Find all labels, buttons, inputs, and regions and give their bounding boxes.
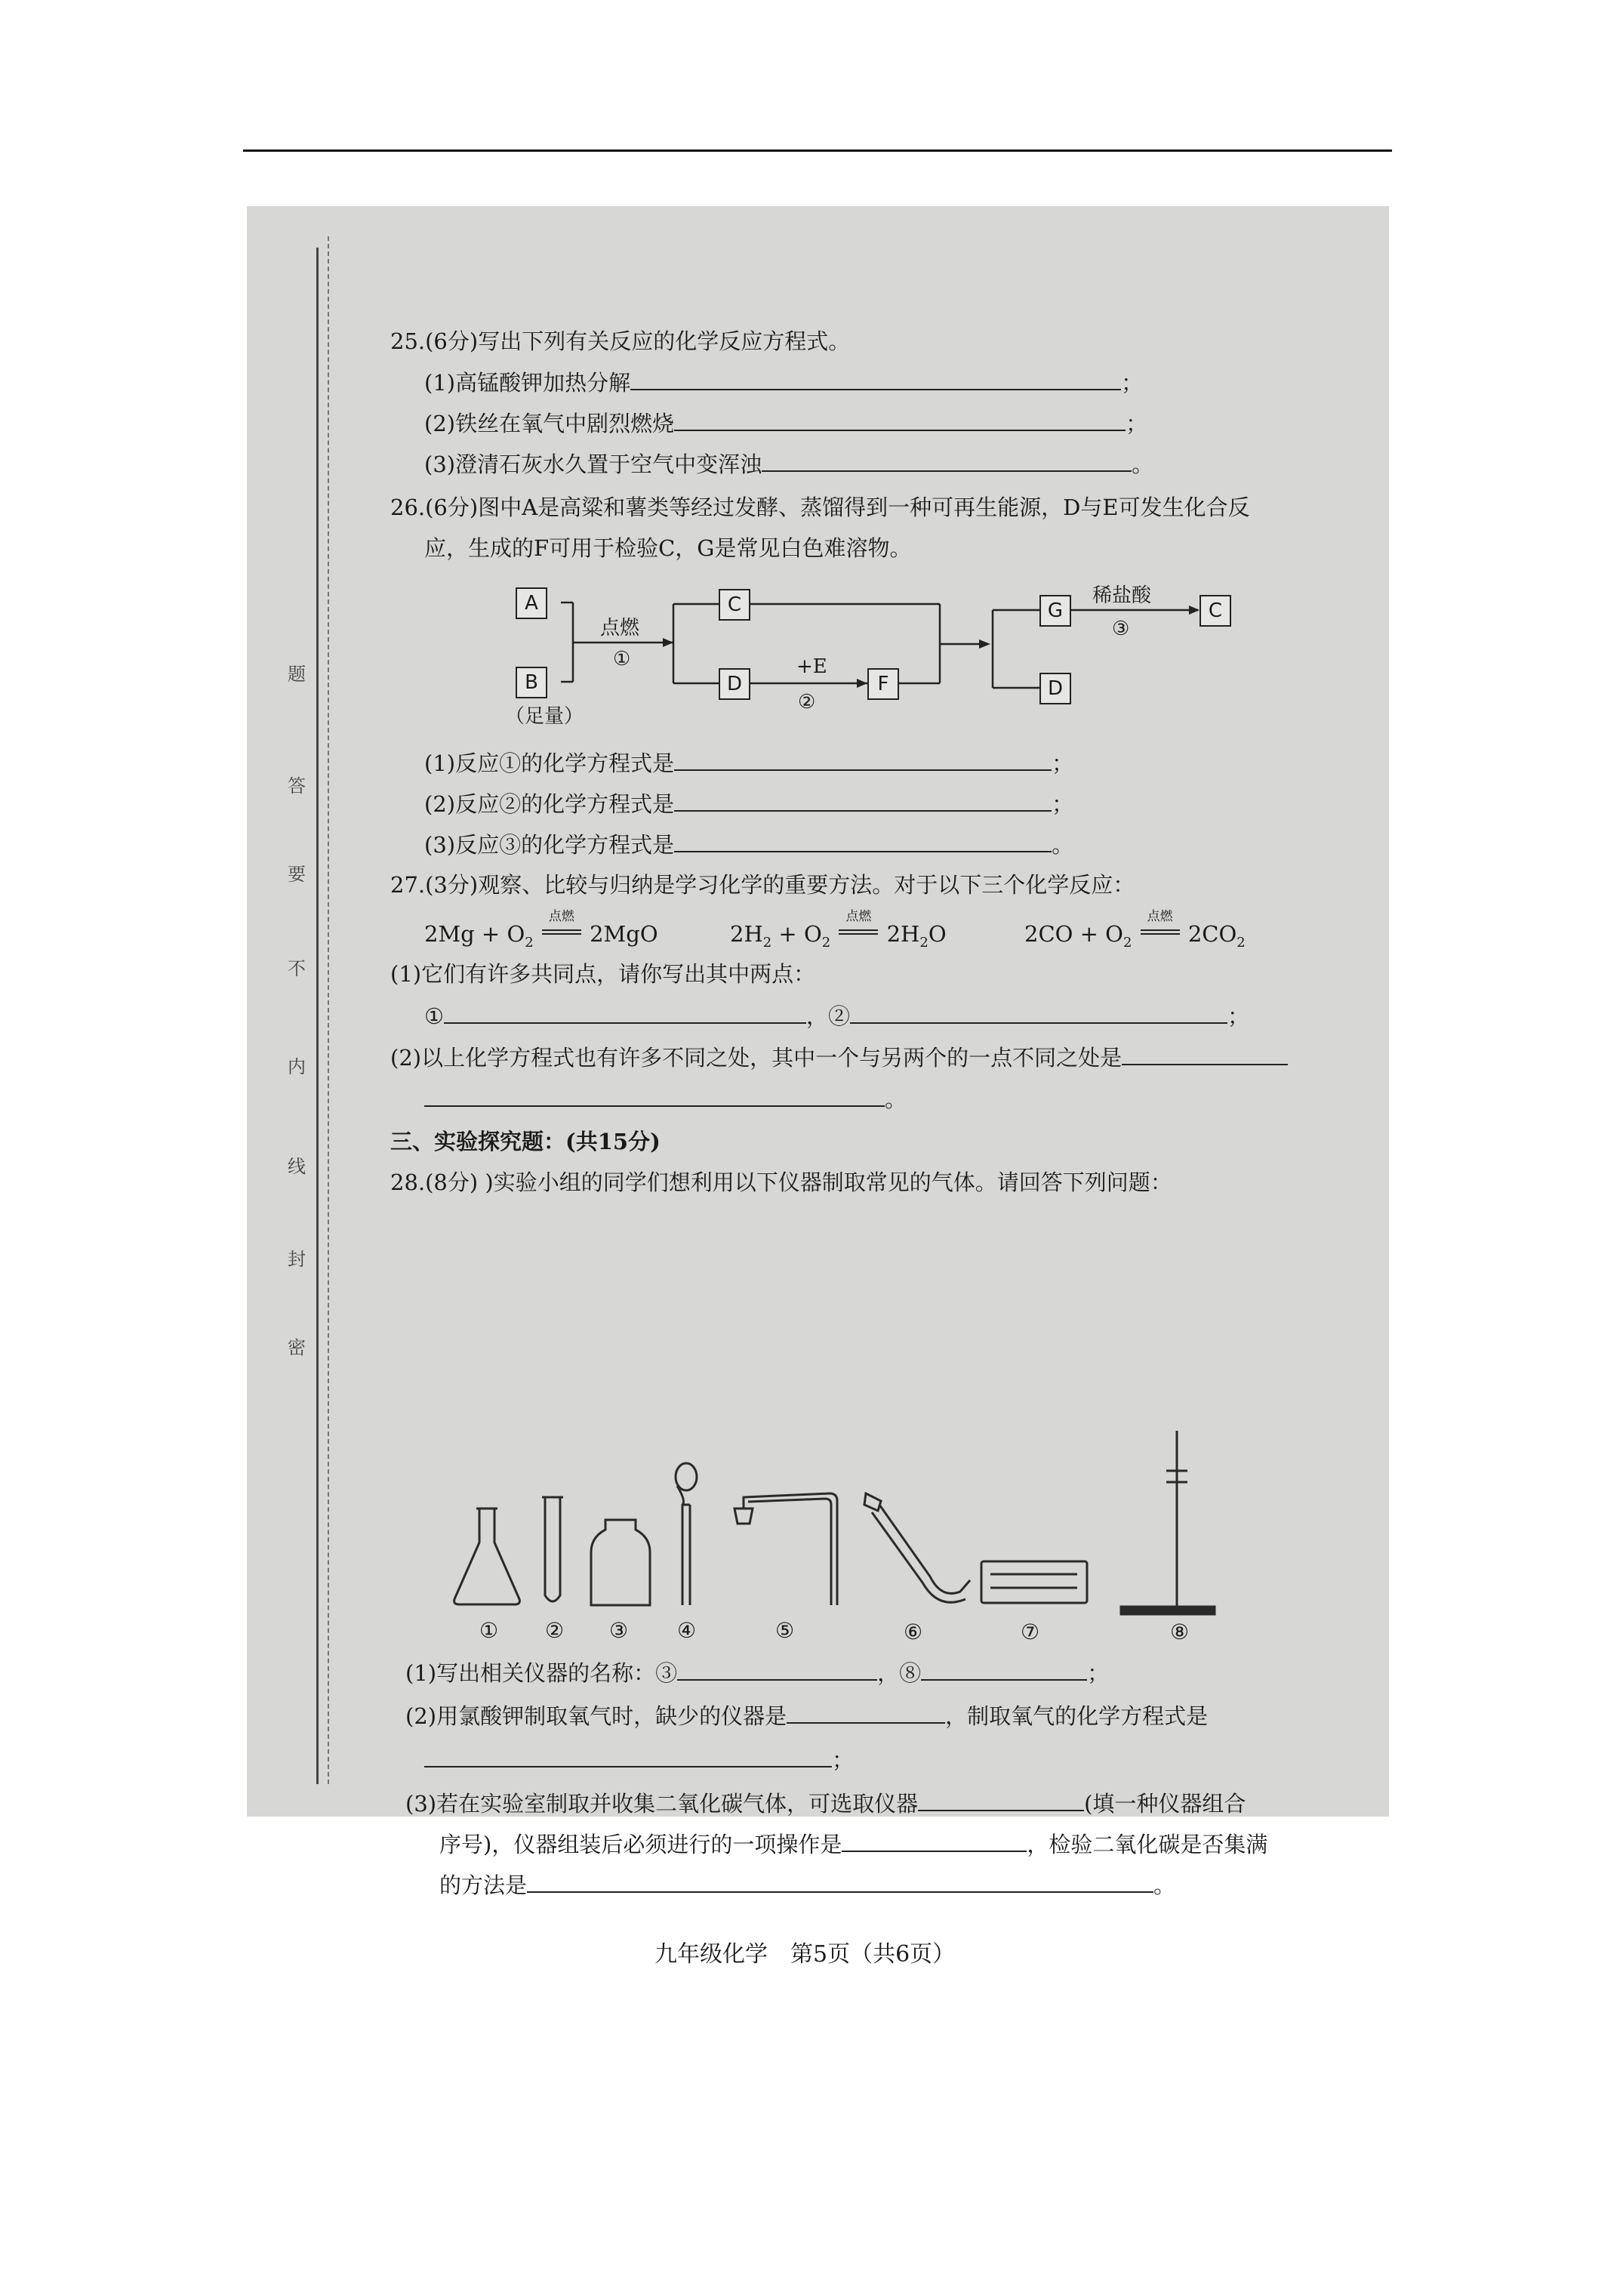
q25-part3: (3)澄清石灰水久置于空气中变浑浊 。: [424, 451, 1154, 477]
q26-part2: (2)反应②的化学方程式是 ；: [424, 791, 1074, 817]
section-3-heading: 三、实验探究题：(共15分): [390, 1129, 661, 1154]
seal-char-7: 封: [288, 1249, 306, 1270]
q26-part1: (1)反应①的化学方程式是 ；: [424, 750, 1074, 776]
equation-2: $2H_2 + O_2$ 点燃 $2H_2O$: [730, 909, 947, 951]
ignite-label: 点燃: [600, 617, 640, 639]
scanned-exam-page: [247, 206, 1389, 1968]
q27-part1-blanks: ① ，② ；: [424, 1003, 1250, 1029]
apparatus-illustration: [247, 1188, 1389, 1610]
answer-blank[interactable]: [527, 1872, 1153, 1893]
hydrochloric-acid-label: 稀盐酸: [1092, 584, 1152, 607]
node-c-2: C: [1200, 595, 1231, 627]
q28-part3-line3: 的方法是 。: [439, 1872, 1176, 1898]
conical-flask-icon: [454, 1509, 520, 1604]
apparatus-label-8: ⑧: [1170, 1620, 1190, 1644]
seal-char-3: 要: [288, 864, 306, 885]
excess-label: （足量）: [505, 705, 584, 728]
apparatus-label-2: ②: [545, 1618, 565, 1643]
equation-3: $2CO + O_2$ 点燃 $2CO_2$: [1024, 909, 1246, 951]
apparatus-label-7: ⑦: [1021, 1620, 1040, 1644]
step-1-label: ①: [613, 648, 631, 670]
seal-char-4: 不: [288, 958, 306, 979]
page-top-rule: [243, 149, 1392, 152]
iron-stand-icon: [1121, 1431, 1215, 1614]
answer-blank[interactable]: [674, 791, 1052, 812]
node-c: C: [719, 589, 750, 621]
node-d-2: D: [1039, 673, 1071, 704]
seal-char-2: 答: [288, 775, 306, 797]
seal-char-8: 密: [288, 1337, 306, 1358]
answer-blank[interactable]: [677, 1660, 877, 1681]
answer-blank[interactable]: [424, 1746, 832, 1767]
q25-part1: (1)高锰酸钾加热分解 ；: [424, 370, 1144, 396]
node-b: B: [516, 667, 547, 698]
apparatus-label-4: ④: [677, 1618, 697, 1643]
q27-stem: 27.(3分)观察、比较与归纳是学习化学的重要方法。对于以下三个化学反应：: [390, 872, 1135, 898]
answer-blank[interactable]: [842, 1831, 1027, 1852]
answer-blank[interactable]: [1122, 1044, 1288, 1065]
flow-connectors: [247, 206, 1389, 780]
answer-blank[interactable]: [424, 1086, 885, 1107]
gas-jar-icon: [591, 1520, 650, 1605]
equation-1: $2Mg + O_2$ 点燃 2MgO: [424, 909, 658, 951]
step-3-label: ③: [1112, 618, 1130, 640]
rubber-tube-icon: [864, 1493, 970, 1602]
q27-part2-cont: 。: [424, 1086, 907, 1113]
q27-part1: (1)它们有许多共同点，请你写出其中两点：: [390, 961, 816, 987]
long-neck-funnel-icon: [676, 1463, 697, 1605]
step-2-label: ②: [798, 691, 816, 713]
apparatus-label-6: ⑥: [904, 1620, 923, 1644]
apparatus-label-3: ③: [609, 1618, 629, 1643]
plus-e-label: +E: [796, 655, 827, 678]
q28-part3-line2: 序号)，仪器组装后必须进行的一项操作是 ，检验二氧化碳是否集满: [439, 1832, 1268, 1857]
q26-stem-line1: 26.(6分)图中A是高粱和薯类等经过发酵、蒸馏得到一种可再生能源，D与E可发生化合反: [390, 495, 1250, 520]
answer-blank[interactable]: [918, 1790, 1084, 1811]
node-f: F: [867, 668, 899, 700]
answer-blank[interactable]: [674, 750, 1052, 771]
q28-part2-cont: ；: [424, 1746, 854, 1774]
apparatus-label-5: ⑤: [775, 1618, 795, 1643]
answer-blank[interactable]: [674, 831, 1052, 852]
stopper-with-tube-icon: [735, 1493, 837, 1605]
node-g: G: [1039, 595, 1071, 627]
answer-blank[interactable]: [921, 1660, 1087, 1681]
q26-stem-line2: 应，生成的F可用于检验C，G是常见白色难溶物。: [424, 535, 912, 561]
equals-arrow: 点燃: [540, 919, 583, 942]
node-a: A: [516, 587, 547, 619]
water-trough-icon: [981, 1561, 1087, 1603]
q26-part3: (3)反应③的化学方程式是 。: [424, 832, 1074, 858]
seal-char-6: 线: [288, 1156, 306, 1177]
q28-stem: 28.(8分) )实验小组的同学们想利用以下仪器制取常见的气体。请回答下列问题：: [390, 1170, 1172, 1195]
q25-part2: (2)铁丝在氧气中剧烈燃烧 ；: [424, 411, 1148, 436]
answer-blank[interactable]: [444, 1003, 806, 1024]
q28-part3: (3)若在实验室制取并收集二氧化碳气体，可选取仪器 (填一种仪器组合: [405, 1791, 1246, 1817]
seal-char-5: 内: [288, 1056, 306, 1077]
page-footer: 九年级化学 第5页（共6页）: [654, 1941, 956, 1968]
test-tube-icon: [542, 1497, 563, 1601]
equals-arrow: 点燃: [1139, 919, 1181, 942]
apparatus-label-1: ①: [479, 1618, 499, 1643]
q25-stem: 25.(6分)写出下列有关反应的化学反应方程式。: [390, 328, 851, 354]
q28-part2: (2)用氯酸钾制取氧气时，缺少的仪器是 ，制取氧气的化学方程式是: [405, 1703, 1209, 1729]
seal-char-1: 题: [288, 664, 306, 685]
equals-arrow: 点燃: [837, 919, 879, 942]
node-d: D: [719, 668, 750, 700]
answer-blank[interactable]: [787, 1703, 945, 1724]
q27-part2: (2)以上化学方程式也有许多不同之处，其中一个与另两个的一点不同之处是: [390, 1044, 1288, 1071]
answer-blank[interactable]: [850, 1003, 1227, 1024]
q28-part1: (1)写出相关仪器的名称：③ ，⑧ ；: [405, 1660, 1110, 1686]
